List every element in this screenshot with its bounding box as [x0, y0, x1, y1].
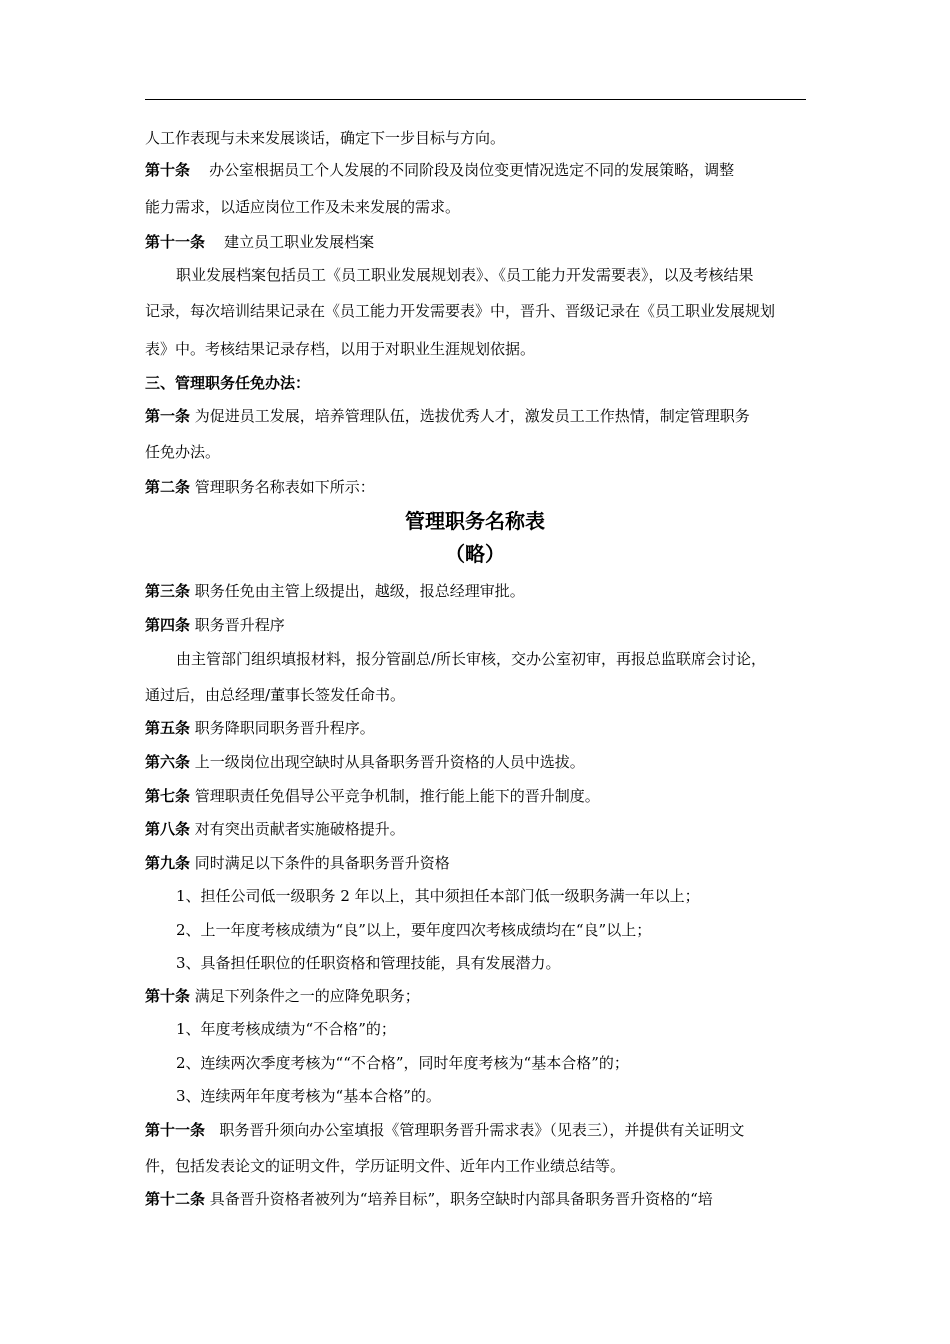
article-text: 建立员工职业发展档案 — [224, 233, 375, 251]
article-label: 第十一条 — [145, 233, 206, 251]
article-9 — [145, 853, 450, 873]
article-11b-cont: 件，包括发表论文的证明文件，学历证明文件、近年内工作业绩总结等。 — [145, 1157, 626, 1175]
paragraph-line: 表》中。考核结果记录存档，以用于对职业生涯规划依据。 — [145, 340, 536, 358]
list-item: 1、担任公司低一级职务 2 年以上，其中须担任本部门低一级职务满一年以上； — [176, 887, 700, 905]
article-label: 第七条 — [145, 787, 191, 805]
paragraph-line: 职业发展档案包括员工《员工职业发展规划表》、《员工能力开发需要表》，以及考核结果 — [176, 266, 754, 284]
article-10 — [145, 160, 734, 180]
list-item: 2、连续两次季度考核为““不合格”，同时年度考核为“基本合格”的； — [176, 1054, 629, 1072]
section-heading: 三、管理职务任免办法： — [145, 374, 311, 392]
article-11b — [145, 1120, 744, 1140]
article-text: 职务晋升程序 — [194, 616, 285, 634]
list-item: 3、具备担任职位的任职资格和管理技能，具有发展潜力。 — [176, 954, 561, 972]
article-text: 具备晋升资格者被列为“培养目标”，职务空缺时内部具备职务晋升资格的“培 — [209, 1190, 713, 1208]
list-item: 2、上一年度考核成绩为“良”以上，要年度四次考核成绩均在“良”以上； — [176, 921, 652, 939]
article-label: 第六条 — [145, 753, 191, 771]
article-label: 第九条 — [145, 854, 191, 872]
article-label: 第一条 — [145, 407, 191, 425]
header-rule — [145, 99, 806, 100]
article-1-cont: 任免办法。 — [145, 443, 221, 461]
article-text: 职务降职同职务晋升程序。 — [194, 719, 375, 737]
article-8 — [145, 819, 405, 839]
article-text: 管理职责任免倡导公平竞争机制，推行能上能下的晋升制度。 — [194, 787, 600, 805]
paragraph-line: 由主管部门组织填报材料，报分管副总/所长审核，交办公室初审，再报总监联席会讨论， — [176, 650, 767, 668]
article-text: 上一级岗位出现空缺时从具备职务晋升资格的人员中选拔。 — [194, 753, 585, 771]
table-subtitle: （略） — [445, 542, 505, 566]
article-text: 职务晋升须向办公室填报《管理职务晋升需求表》（见表三），并提供有关证明文 — [219, 1121, 745, 1139]
article-7 — [145, 786, 600, 806]
article-4 — [145, 615, 285, 635]
table-title: 管理职务名称表 — [405, 509, 545, 533]
article-5 — [145, 718, 375, 738]
paragraph-line: 记录，每次培训结果记录在《员工能力开发需要表》中，晋升、晋级记录在《员工职业发展规划 — [145, 302, 776, 320]
article-text: 管理职务名称表如下所示： — [194, 478, 375, 496]
article-text: 同时满足以下条件的具备职务晋升资格 — [194, 854, 450, 872]
list-item: 1、年度考核成绩为“不合格”的； — [176, 1020, 396, 1038]
article-10b — [145, 986, 420, 1006]
paragraph-line: 人工作表现与未来发展谈话，确定下一步目标与方向。 — [145, 129, 506, 147]
paragraph-line: 通过后，由总经理/董事长签发任命书。 — [145, 686, 406, 704]
article-label: 第二条 — [145, 478, 191, 496]
article-2 — [145, 477, 375, 497]
article-label: 第五条 — [145, 719, 191, 737]
article-label: 第三条 — [145, 582, 191, 600]
article-text: 为促进员工发展，培养管理队伍，选拔优秀人才，激发员工工作热情，制定管理职务 — [194, 407, 750, 425]
article-text: 对有突出贡献者实施破格提升。 — [194, 820, 405, 838]
list-item: 3、连续两年年度考核为“基本合格”的。 — [176, 1087, 441, 1105]
article-1 — [145, 406, 750, 426]
article-label: 第十二条 — [145, 1190, 206, 1208]
article-10-cont: 能力需求，以适应岗位工作及未来发展的需求。 — [145, 198, 461, 216]
article-label: 第十一条 — [145, 1121, 206, 1139]
article-label: 第八条 — [145, 820, 191, 838]
article-text: 办公室根据员工个人发展的不同阶段及岗位变更情况选定不同的发展策略，调整 — [209, 161, 735, 179]
article-12 — [145, 1189, 713, 1209]
article-label: 第四条 — [145, 616, 191, 634]
article-3 — [145, 581, 525, 601]
article-label: 第十条 — [145, 161, 191, 179]
article-label: 第十条 — [145, 987, 191, 1005]
article-text: 职务任免由主管上级提出，越级，报总经理审批。 — [194, 582, 525, 600]
article-6 — [145, 752, 585, 772]
article-text: 满足下列条件之一的应降免职务； — [194, 987, 420, 1005]
article-11 — [145, 232, 374, 252]
